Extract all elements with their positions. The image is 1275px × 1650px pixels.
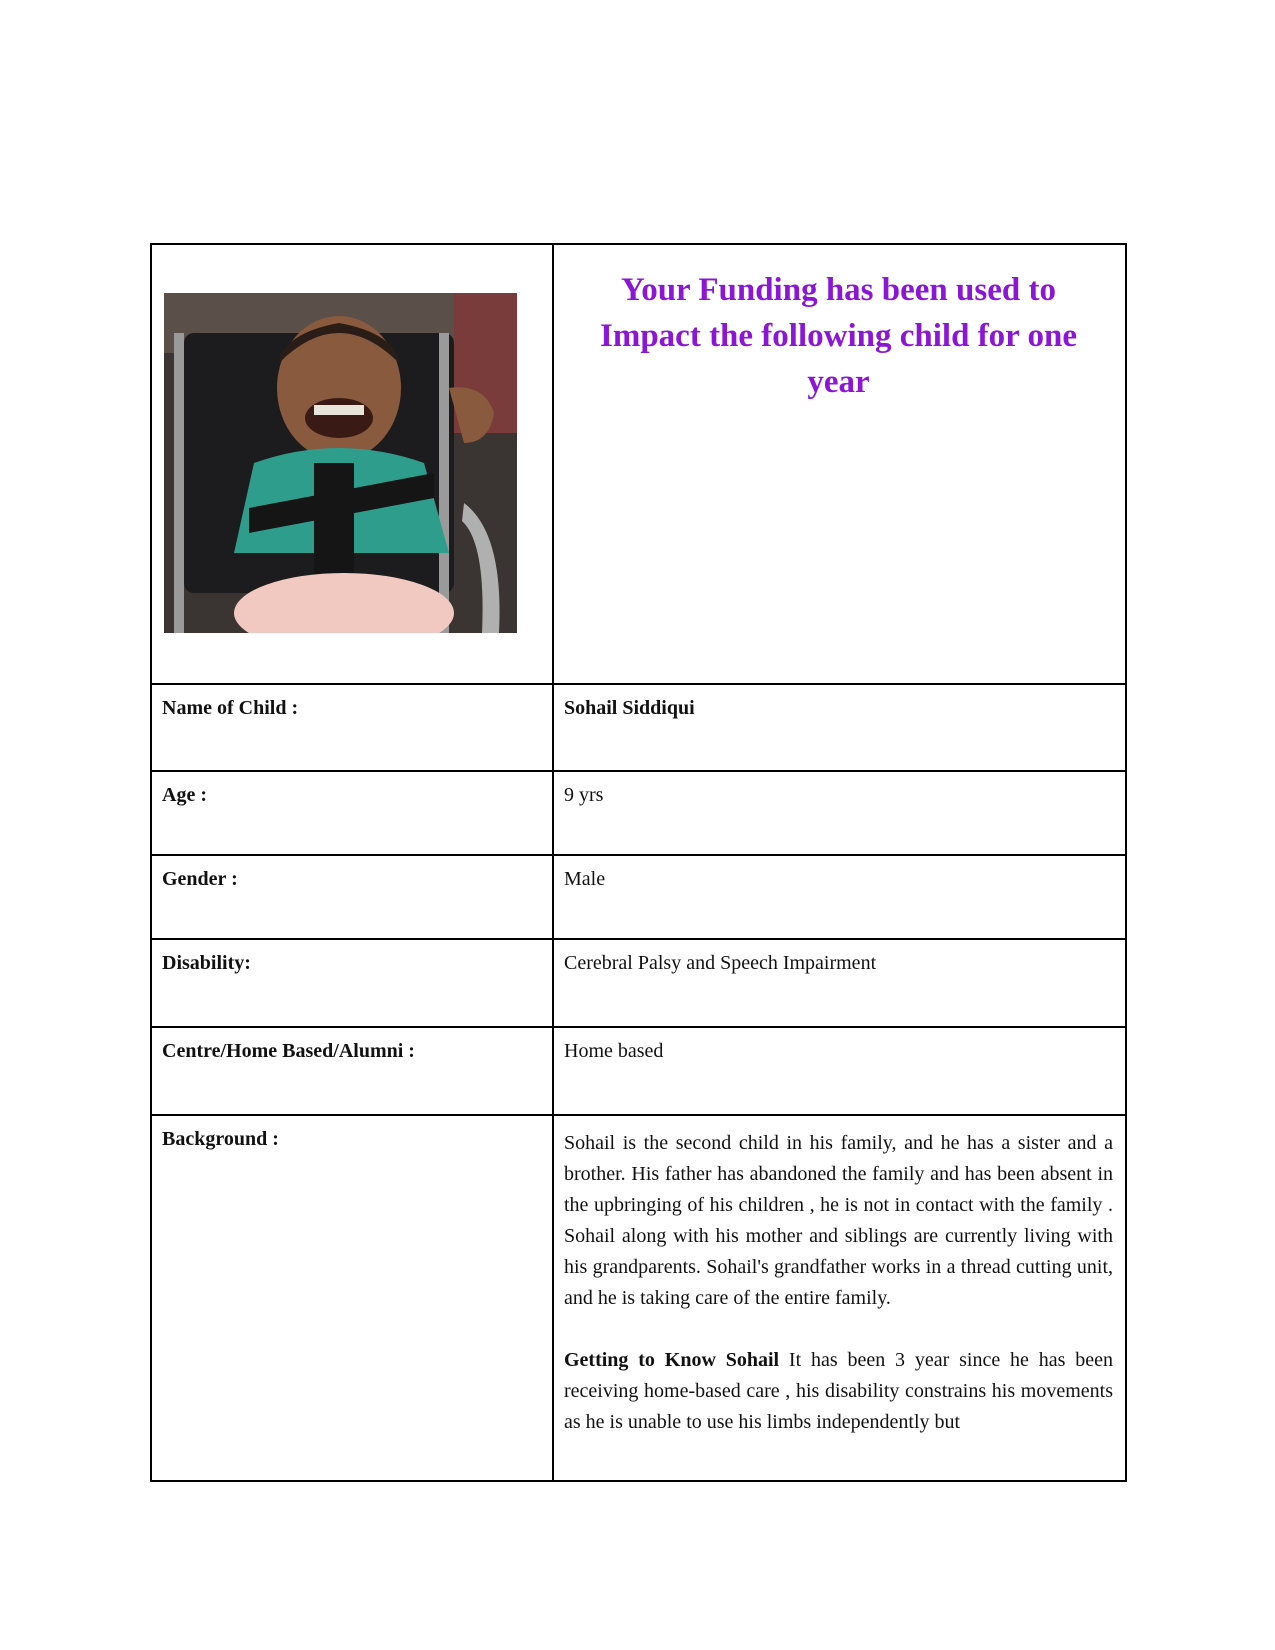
- field-row-disability: [152, 938, 1125, 1026]
- field-row-centre: [152, 1026, 1125, 1114]
- headline-cell: [554, 245, 1125, 683]
- child-gender: Male: [564, 868, 606, 890]
- field-label-cell: [152, 685, 554, 770]
- field-row-age: [152, 770, 1125, 854]
- child-name: Sohail Siddiqui: [564, 697, 695, 719]
- child-profile-table: [150, 243, 1127, 1482]
- field-row-background: [152, 1114, 1125, 1480]
- field-label: Background :: [162, 1128, 279, 1150]
- field-label: Centre/Home Based/Alumni :: [162, 1040, 415, 1062]
- field-value-cell: [554, 940, 1125, 1026]
- background-paragraph: Sohail is the second child in his family, and he has a sister and a brother. His father has abandoned the family and has been absent in the upbringing of his children , he is not in contact with the family . Sohail along with his mother and siblings are currently living with his grandparents. Sohail's grandfather works in a thread cutting unit, and he is taking care of the entire family.: [564, 1132, 1113, 1309]
- getting-to-know-text: It has been 3 year since he has been receiving home-based care , his disability constrains his movements as he is unable to use his limbs independently but: [564, 1349, 1113, 1433]
- field-value-cell: [554, 1028, 1125, 1114]
- field-label-cell: [152, 856, 554, 938]
- child-care-type: Home based: [564, 1040, 664, 1062]
- field-value-cell: [554, 685, 1125, 770]
- field-label: Disability:: [162, 952, 251, 974]
- child-age: 9 yrs: [564, 784, 604, 806]
- field-label-cell: [152, 772, 554, 854]
- field-value-cell: [554, 772, 1125, 854]
- child-photo: [164, 293, 517, 633]
- field-row-gender: [152, 854, 1125, 938]
- page-title: Your Funding has been used to Impact the following child for one year: [600, 272, 1077, 400]
- field-label: Name of Child :: [162, 697, 299, 719]
- field-label-cell: [152, 940, 554, 1026]
- field-label: Age :: [162, 784, 207, 806]
- getting-to-know-heading: Getting to Know Sohail: [564, 1349, 780, 1371]
- field-label-cell: [152, 1028, 554, 1114]
- field-label: Gender :: [162, 868, 238, 890]
- field-label-cell: [152, 1116, 554, 1480]
- getting-to-know-paragraph: [564, 1345, 1113, 1438]
- photo-cell: [152, 245, 554, 683]
- field-value-cell: [554, 856, 1125, 938]
- profile-header-row: [152, 245, 1125, 683]
- child-disability: Cerebral Palsy and Speech Impairment: [564, 952, 877, 974]
- field-row-name: [152, 683, 1125, 770]
- background-text-cell: [554, 1116, 1125, 1480]
